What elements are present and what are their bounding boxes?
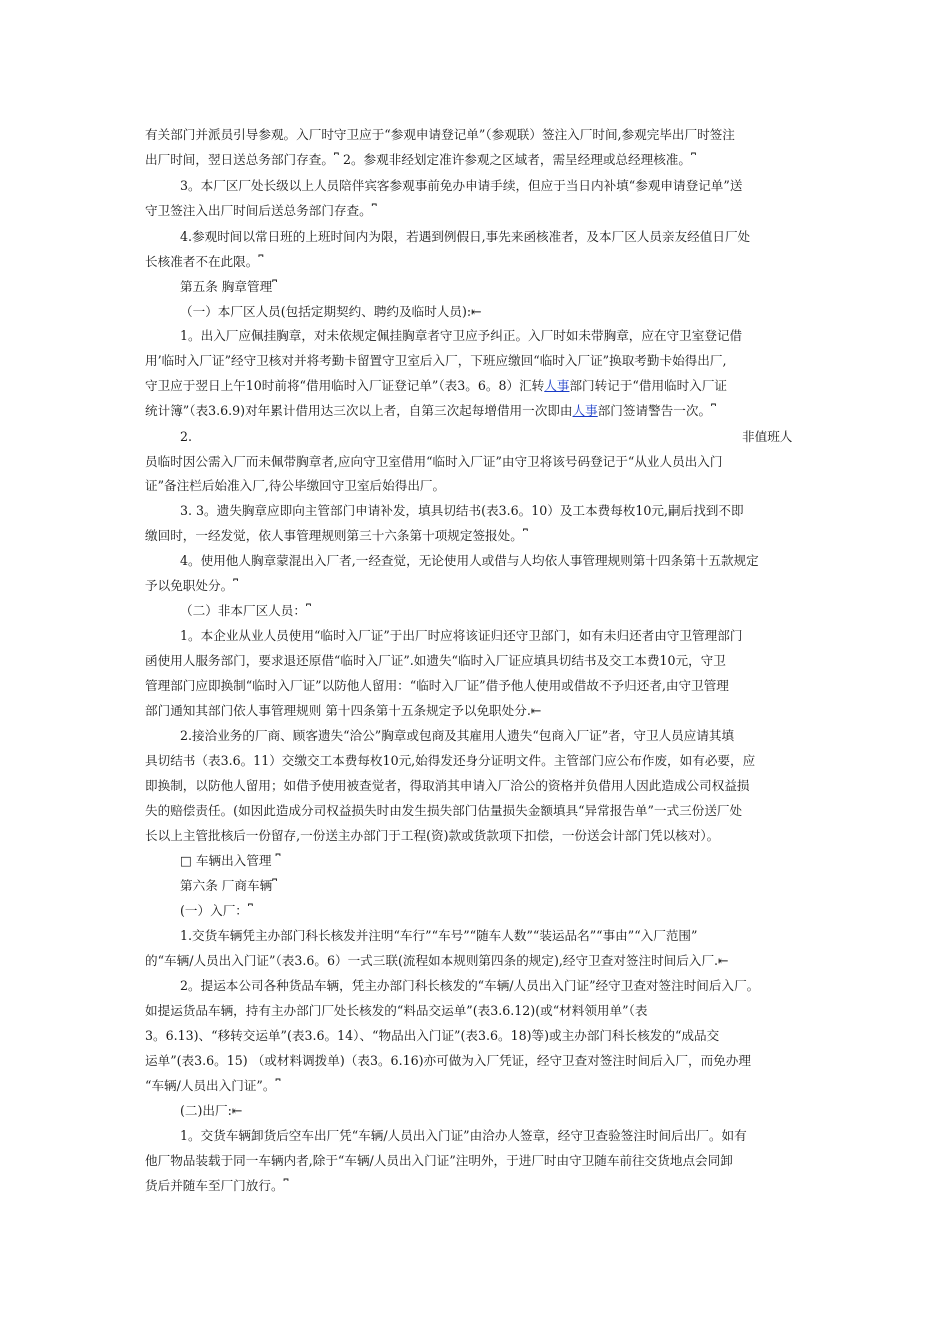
text-line: 守卫签注入出厂时间后送总务部门存查。⎴ (145, 203, 377, 218)
text-line: 有关部门并派员引导参观。入厂时守卫应于“参观申请登记单”（参观联）签注入厂时间,参观完毕出厂时签注 (145, 127, 735, 142)
text-line: 2。提运本公司各种货品车辆，凭主办部门科长核发的“车辆/人员出入门证”经守卫查对签注时间后入厂。 (180, 978, 760, 993)
text-line: 4.参观时间以常日班的上班时间内为限，若遇到例假日,事先来函核准者，及本厂区人员亲友经值日厂处 (180, 229, 751, 244)
text-line: “车辆/人员出入门证”。⎴ (145, 1078, 281, 1093)
subsection-heading: （二）非本厂区人员：⎴ (180, 603, 311, 618)
text-line: 即换制，以防他人留用；如借予使用被查觉者，得取消其申请入厂洽公的资格并负借用人因此造成公司权益损 (145, 778, 750, 793)
text-line: 3。6.13)、“移转交运单”(表3.6。14）、“物品出入门证”(表3.6。18)等)或主办部门科长核发的“成品交 (145, 1028, 720, 1043)
text-line: 函使用人服务部门，要求退还原借“临时入厂证”.如遗失“临时入厂证应填具切结书及交工本费10元，守卫 (145, 653, 726, 668)
text-line: 管理部门应即换制“临时入厂证”以防他人留用：“临时入厂证”借予他人使用或借故不予归还者,由守卫管理 (145, 678, 729, 693)
subsection-heading: （一）本厂区人员(包括定期契约、聘约及临时人员):⇤ (180, 304, 482, 319)
text-line: 货后并随车至厂门放行。⎴ (145, 1178, 289, 1193)
section-heading: 第五条 胸章管理⎴ (180, 279, 278, 294)
subsection-heading: (二)出厂:⇤ (180, 1103, 243, 1118)
text-line: 的“车辆/人员出入门证”（表3.6。6）一式三联(流程如本规则第四条的规定),经守卫查对签注时间后入厂.⇤ (145, 953, 729, 968)
text-line: 长以上主管批核后一份留存,一份送主办部门于工程(资)款或货款项下扣偿，一份送会计部门凭以核对）。 (145, 828, 720, 843)
text-line: 非值班人 (742, 429, 793, 444)
text-line: 1.交货车辆凭主办部门科长核发并注明“车行”“车号”“随车人数”“装运品名”“事由”“入厂范围” (180, 928, 698, 943)
text-line: 1。交货车辆卸货后空车出厂凭“车辆/人员出入门证”由洽办人签章，经守卫查验签注时间后出厂。如有 (180, 1128, 747, 1143)
text-line: 证”备注栏后始准入厂,待公毕缴回守卫室后始得出厂。 (145, 478, 446, 493)
text-line: 2.接洽业务的厂商、顾客遗失“洽公”胸章或包商及其雇用人遗失“包商入厂证”者，守卫人员应请其填 (180, 728, 735, 743)
text-line: 如提运货品车辆，持有主办部门厂处长核发的“料品交运单”(表3.6.12)(或“材料领用单”（表 (145, 1003, 648, 1018)
text-line: 员临时因公需入厂而未佩带胸章者,应向守卫室借用“临时入厂证”由守卫将该号码登记于“从业人员出入门 (145, 454, 723, 469)
section-heading: □ 车辆出入管理 ⎴ (180, 853, 281, 868)
text-line: 1。出入厂应佩挂胸章，对未依规定佩挂胸章者守卫应予纠正。入厂时如未带胸章，应在守卫室登记借 (180, 328, 743, 343)
text-line (145, 378, 727, 394)
list-number: 2. (180, 429, 193, 444)
text-line: 具切结书（表3.6。11）交缴交工本费每枚10元,始得发还身分证明文件。主管部门应公布作废，如有必要，应 (145, 753, 756, 768)
text-segment: 部门签请警告一次。⎴ (597, 403, 717, 418)
text-line: 3。本厂区厂处长级以上人员陪伴宾客参观事前免办申请手续，但应于当日内补填“参观申请登记单”送 (180, 178, 743, 193)
personnel-link[interactable]: 人事 (544, 378, 570, 393)
personnel-link[interactable]: 人事 (572, 403, 598, 418)
text-line: 运单”(表3.6。15) （或材料调拨单)（表3。6.16)亦可做为入厂凭证，经守卫查对签注时间后入厂，而免办理 (145, 1053, 751, 1068)
text-segment: 守卫应于翌日上午10时前将“借用临时入厂证登记单”（表3。6。8）汇转 (145, 378, 545, 393)
text-line: 3. 3。遗失胸章应即向主管部门申请补发，填具切结书(表3.6。10）及工本费每枚10元,嗣后找到不即 (180, 503, 744, 518)
text-line: 他厂物品装载于同一车辆内者,除于“车辆/人员出入门证”注明外，于进厂时由守卫随车前往交货地点会同卸 (145, 1153, 733, 1168)
text-line: 失的赔偿责任。(如因此造成分司权益损失时由发生损失部门估量损失金额填具“异常报告单”一式三份送厂处 (145, 803, 743, 818)
text-line: 4。使用他人胸章蒙混出入厂者,一经查觉，无论使用人或借与人均依人事管理规则第十四条第十五款规定 (180, 553, 759, 568)
subsection-heading: (一）入厂：⎴ (180, 903, 253, 918)
text-line: 予以免职处分。⎴ (145, 578, 239, 593)
text-line (145, 403, 716, 419)
text-segment: 统计簿”（表3.6.9)对年累计借用达三次以上者，自第三次起每增借用一次即由 (145, 403, 573, 418)
text-line: 缴回时，一经发觉，依人事管理规则第三十六条第十项规定签报处。⎴ (145, 528, 528, 543)
section-heading: 第六条 厂商车辆⎴ (180, 878, 278, 893)
text-line: 长核准者不在此限。⎴ (145, 254, 264, 269)
text-segment: 部门转记于“借用临时入厂证 (569, 378, 728, 393)
text-line: 部门通知其部门依人事管理规则 第十四条第十五条规定予以免职处分.⇤ (145, 703, 542, 718)
text-line: 用’临时入厂证”经守卫核对并将考勤卡留置守卫室后入厂，下班应缴回“临时入厂证”换取考勤卡始得出厂, (145, 353, 727, 368)
text-line: 出厂时间，翌日送总务部门存查。⎴ 2。参观非经划定准许参观之区域者，需呈经理或总经理核准。⎴ (145, 152, 697, 167)
text-line: 1。本企业从业人员使用“临时入厂证”于出厂时应将该证归还守卫部门，如有未归还者由守卫管理部门 (180, 628, 743, 643)
